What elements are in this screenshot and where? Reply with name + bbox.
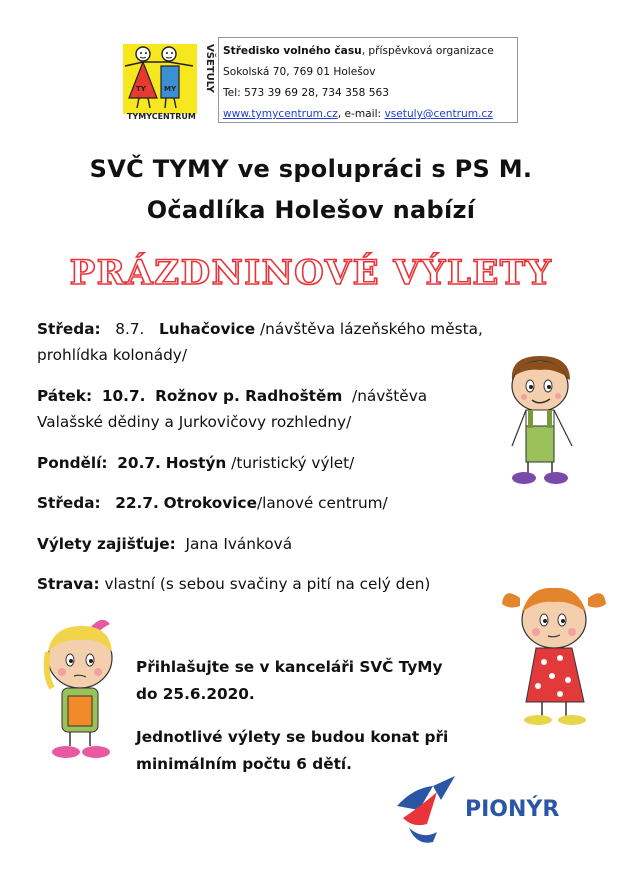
trip-2-date: 10.7.: [101, 387, 146, 405]
trip-1-place: Luhačovice: [159, 320, 256, 338]
food-text: vlastní (s sebou svačiny a pití na celý den): [99, 575, 431, 593]
trip-4-place: Otrokovice: [163, 494, 257, 512]
trip-4: [37, 490, 388, 516]
org-name-rest: , příspěvková organizace: [361, 45, 494, 57]
trip-2-day: Pátek:: [37, 387, 93, 405]
title-line-2: Očadlíka Holešov nabízí: [146, 196, 476, 224]
headline-text: PRÁZDNINOVÉ VÝLETY: [69, 253, 553, 293]
girl-illustration-left: [40, 614, 128, 764]
phone: Tel: 573 39 69 28, 734 358 563: [223, 87, 389, 99]
org-name: [223, 41, 517, 62]
trip-4-date: 22.7.: [115, 494, 159, 512]
tymycentrum-logo: [121, 40, 213, 122]
trip-3-place: Hostýn: [165, 454, 227, 472]
title-line-1: SVČ TYMY ve spolupráci s PS M.: [89, 155, 533, 183]
contact-box: [218, 37, 518, 123]
trip-3-day: Pondělí:: [37, 454, 108, 472]
trip-2-note: /návštěva: [347, 387, 428, 405]
trip-2: [37, 383, 427, 409]
trip-1-date: 8.7.: [115, 320, 145, 338]
registration-line-2: do 25.6.2020.: [136, 685, 255, 703]
trip-2-place: Rožnov p. Radhoštěm: [155, 387, 343, 405]
email-link[interactable]: vsetuly@centrum.cz: [384, 108, 493, 120]
logo-left-tag: TY: [136, 85, 146, 93]
pionyr-logo: [393, 766, 563, 856]
trip-3-note: /turistický výlet/: [226, 454, 355, 472]
trip-3: [37, 450, 354, 476]
food: [37, 571, 430, 597]
trip-1: [37, 316, 483, 342]
org-name-bold: Středisko volného času: [223, 45, 362, 57]
registration-line-4: minimálním počtu 6 dětí.: [136, 755, 352, 773]
boy-illustration: [500, 350, 586, 490]
email-prefix: , e-mail:: [337, 108, 385, 120]
organizer-label: Výlety zajišťuje:: [37, 535, 176, 553]
trip-4-note: /lanové centrum/: [256, 494, 388, 512]
pionyr-logo-text: PIONÝR: [465, 797, 560, 822]
trip-4-day: Středa:: [37, 494, 101, 512]
trip-1-day: Středa:: [37, 320, 101, 338]
registration-line-1: Přihlašujte se v kanceláři SVČ TyMy: [136, 658, 443, 676]
web-email-line: [223, 104, 517, 125]
address: Sokolská 70, 769 01 Holešov: [223, 66, 376, 78]
headline: [0, 240, 622, 304]
logo-side-text: VŠETULY: [204, 44, 215, 93]
logo-right-tag: MY: [164, 85, 177, 93]
registration-line-3: Jednotlivé výlety se budou konat při: [136, 728, 449, 746]
logo-bottom-text: TYMYCENTRUM: [127, 112, 196, 121]
trip-2-note-line-2: Valašské dědiny a Jurkovičovy rozhledny/: [37, 413, 352, 431]
organizer-name: Jana Ivánková: [185, 535, 293, 553]
trip-1-note-line-2: prohlídka kolonády/: [37, 346, 188, 364]
trip-3-date: 20.7.: [117, 454, 161, 472]
organizer: [37, 531, 292, 557]
food-label: Strava:: [37, 575, 100, 593]
trip-1-note: /návštěva lázeňského města,: [255, 320, 483, 338]
website-link[interactable]: www.tymycentrum.cz: [223, 108, 338, 120]
girl-illustration-right: [500, 580, 608, 728]
